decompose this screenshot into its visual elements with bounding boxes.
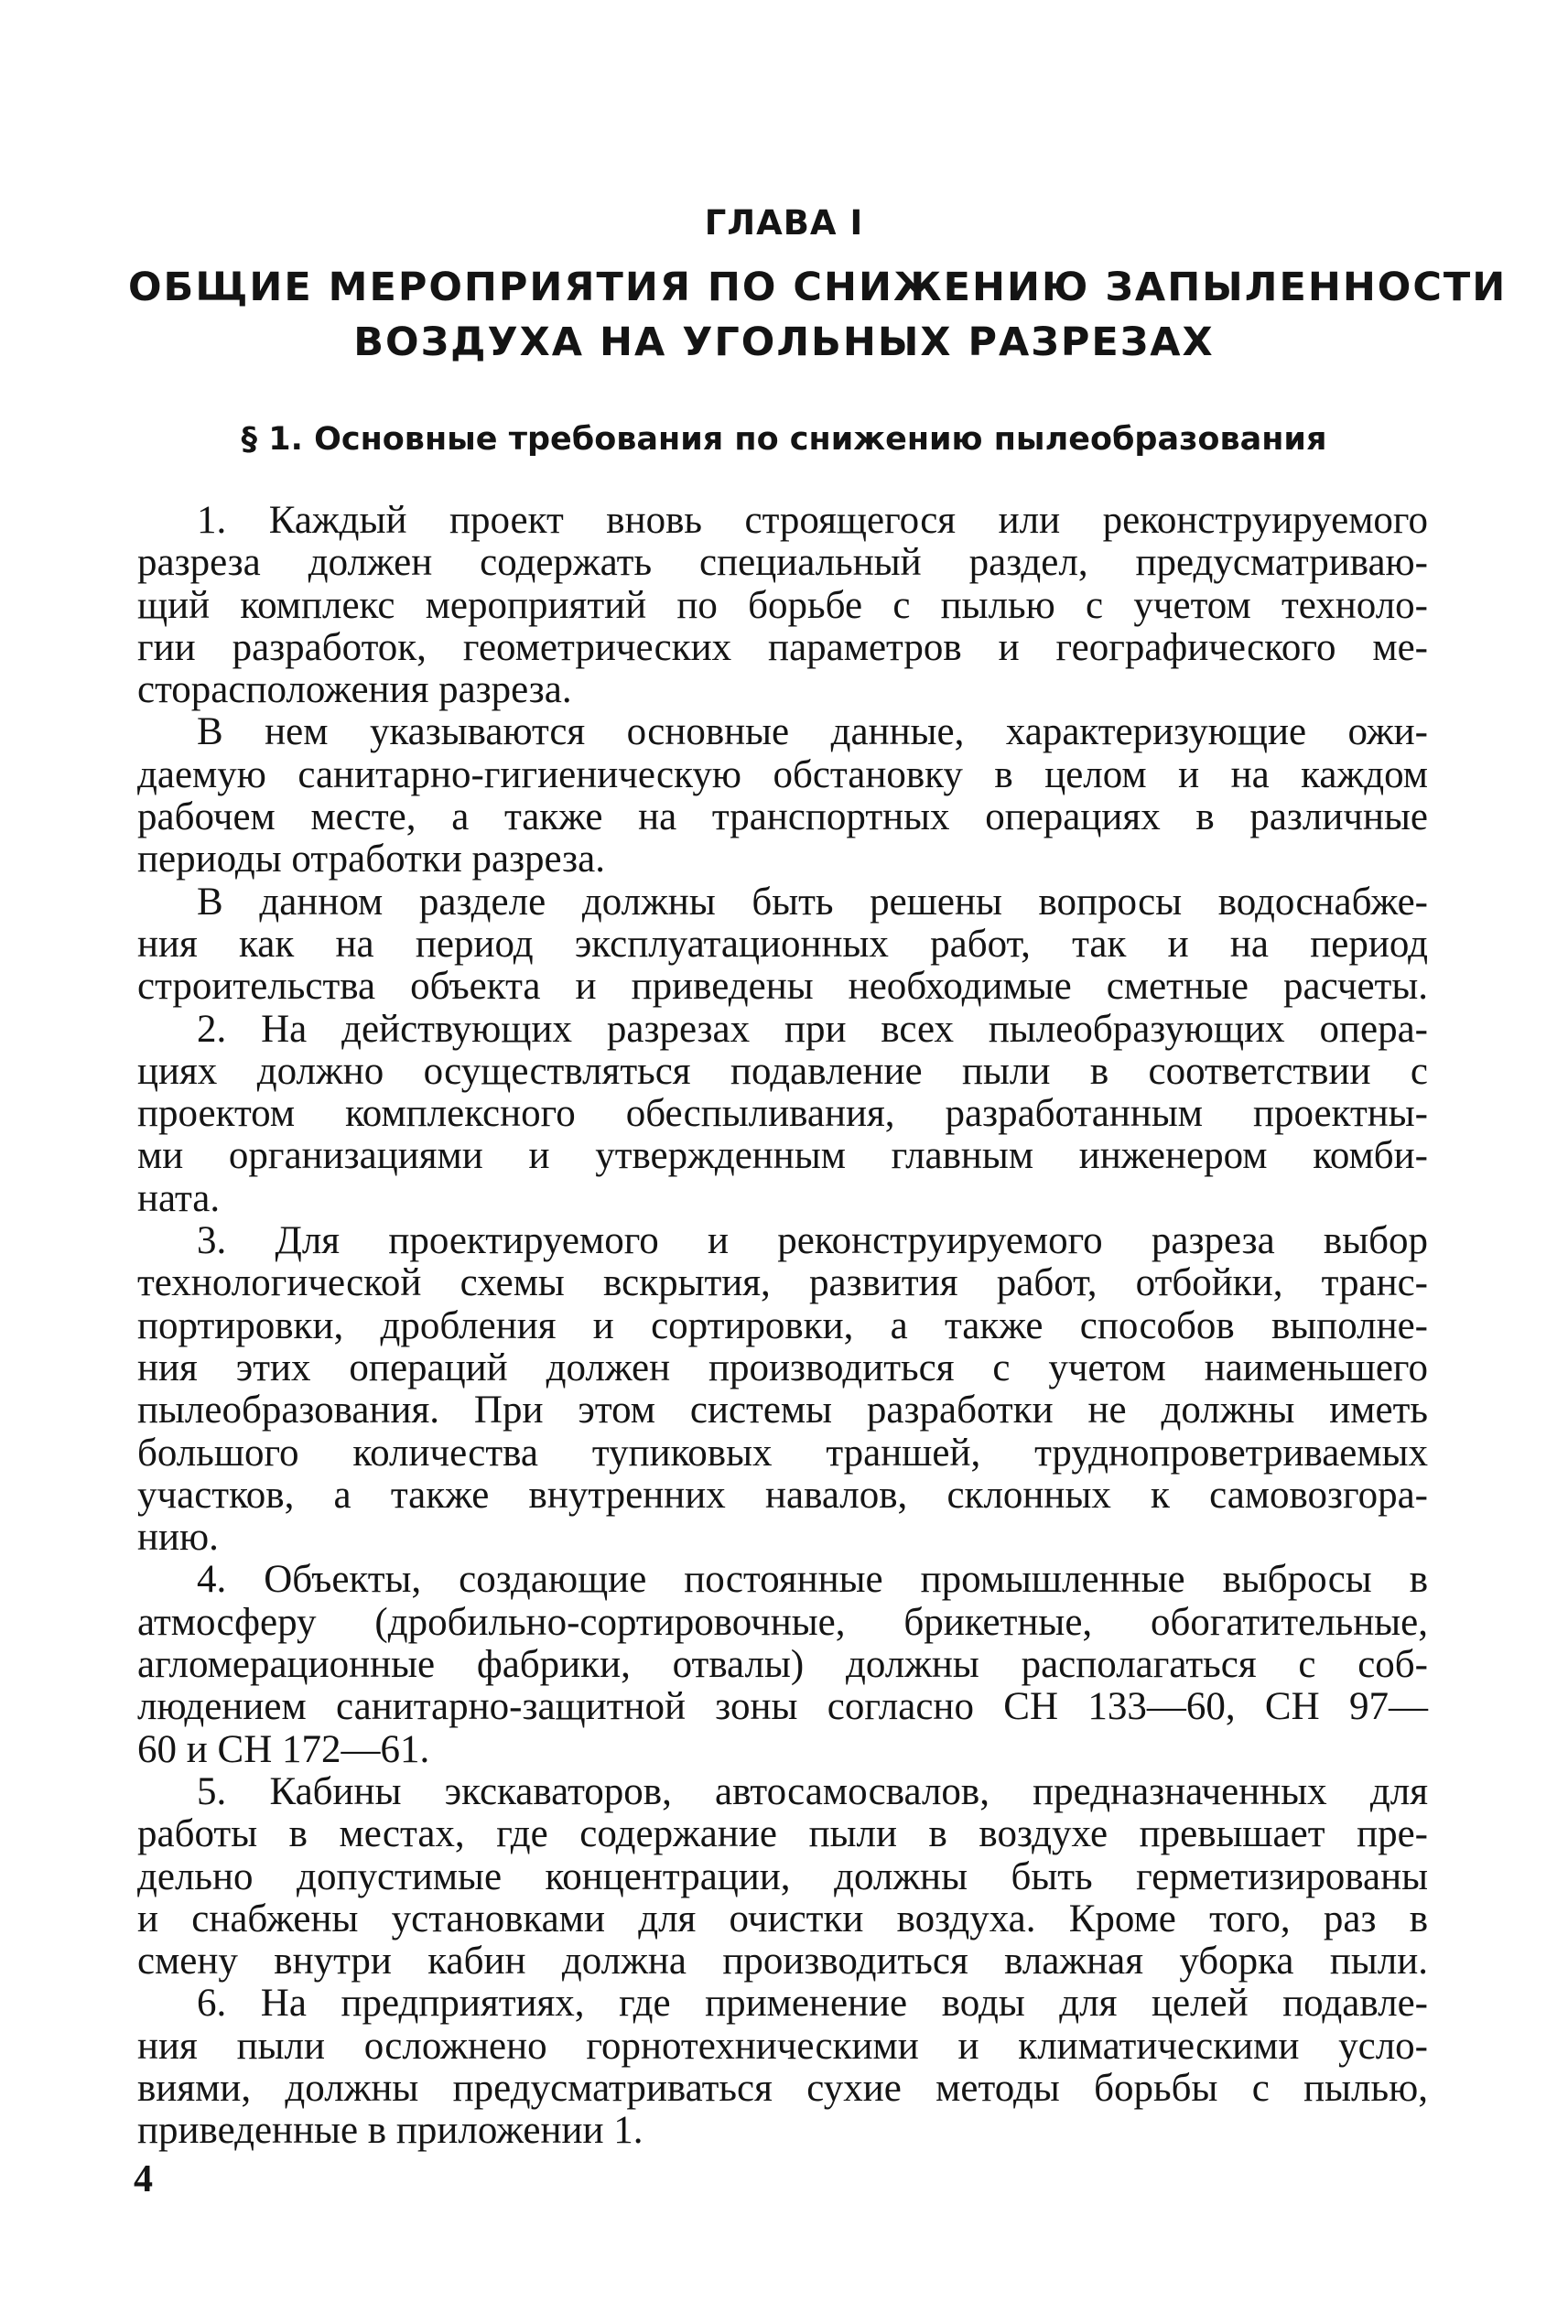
text-line: периоды отработки разреза. [137,838,605,881]
text-line: пылеобразования. При этом системы разработки не должны иметь [137,1389,1428,1432]
text-line: и снабжены установками для очистки воздуха. Кроме того, раз в [137,1897,1428,1940]
chapter-title [128,260,1508,370]
text-line: ния этих операций должен производиться с учетом наименьшего [137,1346,1428,1389]
text-line: 6. На предприятиях, где применение воды для целей подавле- [197,1982,1428,2026]
text-line: 2. На действующих разрезах при всех пылеобразующих опера- [197,1007,1428,1051]
chapter-title-line-2: ВОЗДУХА НА УГОЛЬНЫХ РАЗРЕЗАХ [353,319,1215,365]
text-line: 5. Кабины экскаваторов, автосамосвалов, предназначенных для [197,1769,1428,1813]
text-line: циях должно осуществляться подавление пыли в соответствии с [137,1049,1428,1093]
text-line: 1. Каждый проект вновь строящегося или реконструируемого [197,499,1428,542]
text-line: ния как на период эксплуатационных работ, так и на период [137,922,1428,966]
body-text [137,500,1428,2153]
text-line: гии разработок, геометрических параметров и географического ме- [137,625,1428,669]
chapter-heading: ГЛАВА I [704,203,864,243]
text-line: ния пыли осложнено горнотехническими и климатическими усло- [137,2024,1428,2068]
page-number: 4 [134,2158,153,2200]
text-line: сторасположения разреза. [137,668,572,712]
section-heading: § 1. Основные требования по снижению пылеобразования [241,421,1327,458]
text-line: нию. [137,1516,219,1560]
text-line: приведенные в приложении 1. [137,2109,643,2153]
text-line: 60 и СН 172—61. [137,1727,430,1771]
text-line: 3. Для проектируемого и реконструируемого разреза выбор [197,1219,1428,1263]
text-line: ната. [137,1176,221,1220]
text-line: атмосферу (дробильно-сортировочные, брикетные, обогатительные, [137,1600,1428,1644]
text-line: виями, должны предусматриваться сухие методы борьбы с пылью, [137,2066,1428,2110]
text-line: 4. Объекты, создающие постоянные промышленные выбросы в [197,1558,1428,1602]
text-line: портировки, дробления и сортировки, а также способов выполне- [137,1303,1428,1347]
text-line: работы в местах, где содержание пыли в воздухе превышает пре- [137,1812,1428,1856]
text-line: большого количества тупиковых траншей, труднопроветриваемых [137,1431,1428,1475]
text-line: строительства объекта и приведены необходимые сметные расчеты. [137,965,1428,1009]
text-line: технологической схемы вскрытия, развития работ, отбойки, транс- [137,1261,1428,1305]
text-line: смену внутри кабин должна производиться влажная уборка пыли. [137,1940,1428,1984]
text-line: разреза должен содержать специальный раздел, предусматриваю- [137,541,1428,585]
text-line: дельно допустимые концентрации, должны быть герметизированы [137,1854,1428,1898]
text-line: проектом комплексного обеспыливания, разработанным проектны- [137,1092,1428,1136]
text-line: В данном разделе должны быть решены вопросы водоснабже- [197,880,1428,924]
text-line: рабочем месте, а также на транспортных операциях в различные [137,795,1428,839]
text-line: щий комплекс мероприятий по борьбе с пылью с учетом техноло- [137,583,1428,627]
text-line: агломерационные фабрики, отвалы) должны располагаться с соб- [137,1643,1428,1687]
text-line: В нем указываются основные данные, характеризующие ожи- [197,710,1428,754]
text-line: участков, а также внутренних навалов, склонных к самовозгора- [137,1473,1428,1517]
text-line: даемую санитарно-гигиеническую обстановку в целом и на каждом [137,752,1428,796]
chapter-title-line-1: ОБЩИЕ МЕРОПРИЯТИЯ ПО СНИЖЕНИЮ ЗАПЫЛЕННОСТИ [128,265,1508,310]
text-line: людением санитарно-защитной зоны согласно СН 133—60, СН 97— [137,1685,1428,1729]
text-line: ми организациями и утвержденным главным инженером комби- [137,1134,1428,1178]
